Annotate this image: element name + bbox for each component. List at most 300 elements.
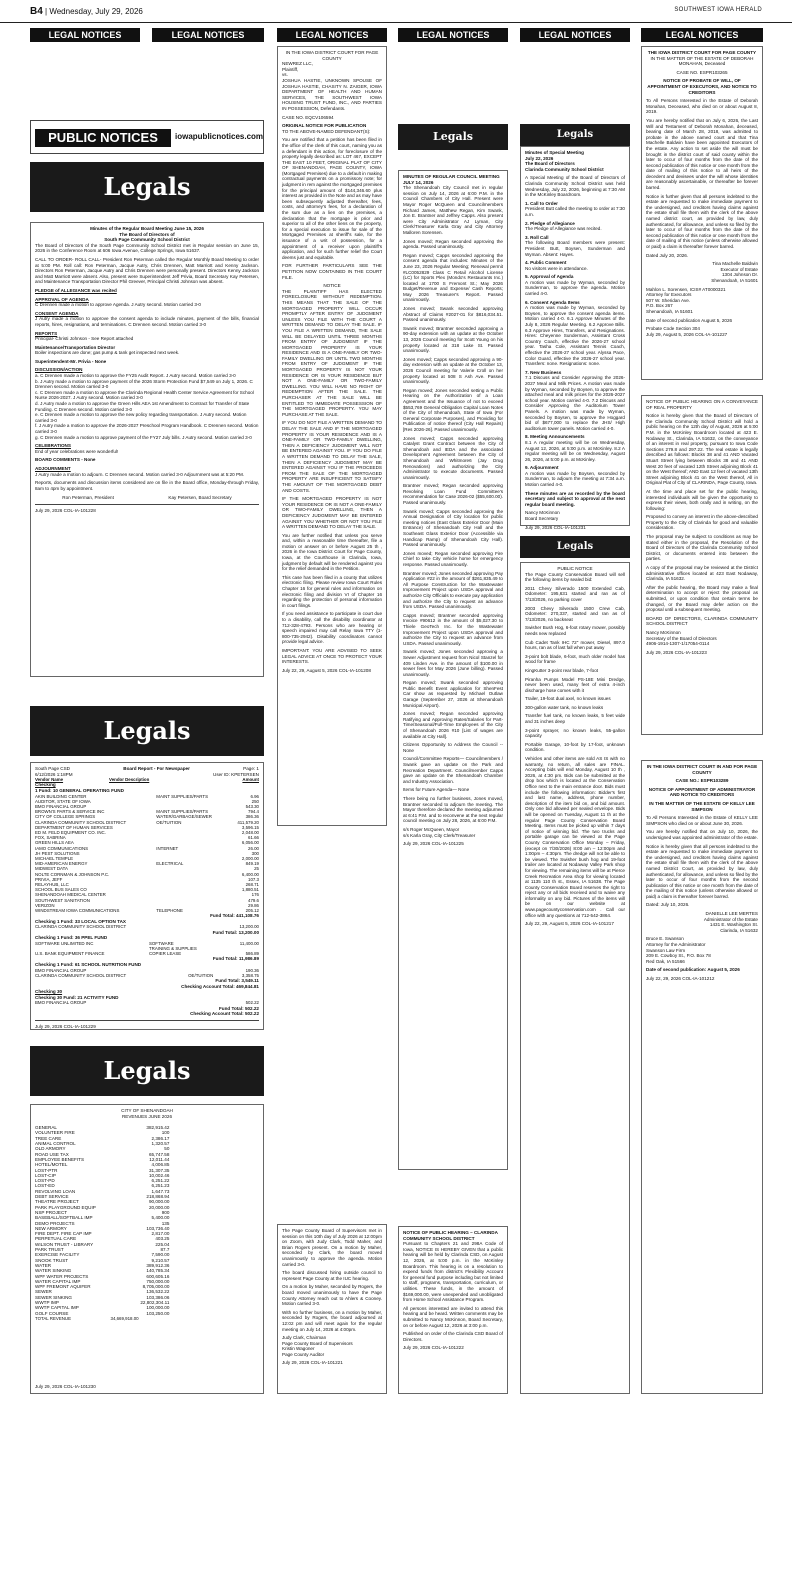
table-cell: PARK PLAYGROUND EQUIP bbox=[35, 1204, 96, 1210]
table-cell: U.S. BANK EQUIPMENT FINANCE bbox=[35, 951, 105, 957]
bills-table bbox=[35, 794, 259, 914]
district-name: Clarinda Community School District bbox=[525, 166, 604, 172]
district-name: South Page Community School District bbox=[104, 237, 190, 243]
table-cell: 10,002.46 bbox=[148, 1172, 170, 1178]
table-cell: 750,000.00 bbox=[146, 1278, 170, 1284]
table-cell: 411,579.20 bbox=[237, 819, 259, 825]
conservation-notice bbox=[520, 562, 630, 1394]
paragraph: PLEDGE of ALLEGIANCE was recited bbox=[35, 287, 117, 293]
court-name: THE IOWA DISTRICT COURT FOR PAGE COUNTY bbox=[647, 50, 757, 55]
list-item: Trailer, 19-foot dual axel, no known issues bbox=[525, 696, 611, 702]
fund-total: Fund Total: 11,986.89 bbox=[212, 956, 259, 962]
table-cell: 103,736.40 bbox=[146, 1225, 170, 1231]
signature: Nancy McKinnon Board Secretary bbox=[525, 510, 560, 522]
table-cell: VOLUNTEER FIRE bbox=[35, 1130, 75, 1136]
signature: DANIELLE LEE MERTES Administrator of the Estate 1431 E. Washington St. Clarinda, IA 51632 bbox=[703, 911, 758, 933]
table-cell: TELEPHONE bbox=[156, 908, 183, 914]
table-cell: 2,817.00 bbox=[151, 1231, 170, 1237]
table-cell: 849.19 bbox=[245, 861, 259, 867]
agenda-heading: 8. Meeting Announcements bbox=[525, 434, 585, 440]
list-item: KingKutter 3-point rear blade, 7-foot bbox=[525, 667, 599, 673]
table-cell: WATER CAPITAL IMP bbox=[35, 1278, 81, 1284]
section-heading: APPROVAL OF AGENDA bbox=[35, 296, 89, 302]
notice-title: NOTICE OF APPOINTMENT OF ADMINISTRATOR AND NOTICE TO CREDITORS bbox=[648, 786, 756, 798]
table-cell: ANIMAL CONTROL bbox=[35, 1141, 76, 1147]
paragraph: The Page County Conservation Board will sell the following items by sealed bid: bbox=[525, 571, 625, 583]
table-cell: 250 bbox=[251, 798, 259, 804]
agenda-heading: 3. Roll Call bbox=[525, 234, 549, 240]
table-cell: SNOOK TRUST bbox=[35, 1257, 69, 1263]
fund-total: Fund Total: 3,549.11 bbox=[215, 978, 259, 984]
paragraph: To All Persons Interested in the Estate of KELLY LEE SIMPSON who died on or about June 30, 2026. bbox=[646, 815, 758, 826]
signature: BOARD OF DIRECTORS, CLARINDA COMMUNITY SCHOOL DISTRICT bbox=[646, 615, 758, 627]
table-cell: 225.04 bbox=[155, 1241, 170, 1247]
checking-label: Checking bbox=[35, 782, 56, 788]
table-cell: PRIVIA, JEFF bbox=[35, 876, 63, 882]
council-item: Citizens Opportunity to Address the Council -- None bbox=[403, 742, 503, 753]
list-item: Cub Cadet Tank IHC 72" mower, Diesel, 897.0 hours, ran as of last fall when put away bbox=[525, 639, 625, 651]
table-cell: 26.00 bbox=[248, 845, 259, 851]
table-cell: FOX, SABRINA bbox=[35, 835, 66, 841]
plaintiff: NEWREZ LLC, bbox=[282, 61, 313, 67]
table-cell: 87.7 bbox=[160, 1247, 170, 1253]
legal-notices-header: LEGAL NOTICES bbox=[520, 28, 630, 42]
signature: Tina Machelle Baldwin Executor of Estate 1304 Johnson Dr. Shenandoah, IA 51601 bbox=[711, 261, 758, 283]
notice-title: PUBLIC NOTICE bbox=[557, 566, 593, 571]
legals-banner: Legals bbox=[520, 124, 630, 146]
table-cell: ROAD USE TAX bbox=[35, 1151, 69, 1157]
table-cell: SOFTWARE UNLIMITED INC bbox=[35, 940, 94, 946]
council-item: Items for Future Agenda— None bbox=[403, 787, 470, 793]
table-cell: CLARINDA COMMUNITY SCHOOL DISTRICT bbox=[35, 924, 127, 930]
table-cell: LOST-ED bbox=[35, 1183, 55, 1189]
table-cell: TOTAL REVENUE bbox=[35, 1315, 72, 1321]
council-item: Regan moved; Jones seconded setting a Public Hearing on the Authorization of a Loan Agreement and the Issuance of not to exceed $553,769 General Obligation Capital Loan Notes of the City of Shenandoah, State of Iowa (For General Corporate Purposes), and Providing for Publication of notice thereof (City Hall Repairs) [Res 2026-26]. Passed unanimously. bbox=[403, 387, 503, 432]
paper-name: SOUTHWEST IOWA HERALD bbox=[674, 7, 762, 13]
council-item: There being no further business, Jones moved, Brantner seconded to adjourn the meeting. The Mayor therefore declared the meeting adjourned at 6:41 P.M. and to reconvene at the next regular council meeting on July 28, 2026, at 6:00 P.M. bbox=[403, 795, 503, 824]
supervisors-notice bbox=[277, 1224, 387, 1394]
agenda-heading: 2. Pledge of Allegiance bbox=[525, 220, 575, 226]
page-header-left: B4 | Wednesday, July 29, 2026 bbox=[30, 6, 143, 17]
paragraph: On a motion by Maher, seconded by Rogers, the board moved unanimously to have the Page County Attorney reach out to Ahlers & Cooney. Motion carried 3-0. bbox=[282, 1284, 382, 1307]
agenda-text: 8.1 A regular meeting will be on Wednesday, August 12, 2026, at 5:00 p.m. at McKinley. 8.2 A regular meeting will be on Wednesday, August 26, 2026, at 5:00 p.m. at McKinley. bbox=[525, 439, 625, 462]
versus: vs. bbox=[282, 72, 288, 78]
table-cell: EXERCISE FACILITY bbox=[35, 1252, 80, 1258]
table-cell: DEPARTMENT OF HUMAN SERVICES bbox=[35, 824, 113, 830]
council-item: Swank moved; Capps seconded approving the Annual Designation of City location for public meeting notices (East Glass Exterior Door (Main Entrance) of Shenandoah City Hall and the Southeast Glass Exterior Door (Accessible via Handicap Ramp) of Shenandoah City Hall). Passed unanimously. bbox=[403, 508, 503, 548]
bills-table bbox=[35, 968, 259, 978]
table-cell: 31,307.35 bbox=[148, 1167, 170, 1173]
bills-table bbox=[35, 941, 259, 957]
council-item: Council/Committee Reports— Councilmembers / Swank gave an update on the Park and Recreation Department. Councilmember Capps gave an update on the Shenandoah Chamber and Industry Association. bbox=[403, 756, 503, 784]
council-item: Swank moved; Jones seconded approving a Sewer Adjustment request from Nicol Stanzel for 409 Linden Ave. in the amount of $100.00 in sewer fees for May 2026 (June billing). Passed unanimously. bbox=[403, 649, 503, 677]
table-cell: 6,251.23 bbox=[151, 1183, 170, 1189]
table-cell: 1,880.51 bbox=[241, 887, 259, 893]
table-cell: 543.30 bbox=[245, 803, 259, 809]
council-item: Brantner moved; Regan seconded approving Revolving Loan Fund Committee's recommendation for Case 2026-02 ($55,600.00). Passed unanimously. bbox=[403, 483, 503, 506]
meeting-date: July 22, 2026 bbox=[525, 155, 554, 161]
table-cell: IAMO COMMUNICATIONS bbox=[35, 845, 89, 851]
agenda-heading: 6. Consent Agenda Items bbox=[525, 299, 580, 305]
table-cell: 136,532.22 bbox=[146, 1289, 170, 1295]
table-cell: 8,705,000.00 bbox=[142, 1284, 170, 1290]
notice-title: Minutes of Special Meeting bbox=[525, 150, 584, 155]
table-cell: 502.22 bbox=[245, 1000, 259, 1006]
table-cell: 1,320.57 bbox=[151, 1141, 170, 1147]
council-item: Swank moved; Brantner seconded approving a 90-day extension with an update at the October 13, 2026 Council meeting for Scott Young on his property located at 318 Lake St. Passed unanimously. bbox=[403, 325, 503, 354]
table-cell: WILSON TRUST - LIBRARY bbox=[35, 1241, 94, 1247]
signature-row bbox=[35, 495, 259, 501]
section-heading: NOTICE bbox=[323, 283, 341, 289]
paragraph: You are hereby notified that on July 10, 2026, the undersigned was appointed administrator of the estate. bbox=[646, 829, 758, 840]
table-cell: WPF FREMONT AQUIFER bbox=[35, 1284, 91, 1290]
school-minutes-notice bbox=[30, 222, 264, 677]
table-cell: MIDWEST DATA bbox=[35, 866, 68, 872]
paragraph: Superintendent-Mr. Privia - None bbox=[35, 358, 107, 364]
notice-subtitle: The Board of Directors of bbox=[119, 231, 175, 237]
paragraph: Dated: July 10, 2026. bbox=[646, 902, 690, 908]
agenda-heading: 4. Public Comment bbox=[525, 260, 567, 266]
agenda-heading: 5. Approval of Agenda bbox=[525, 274, 574, 280]
table-cell: JH PEST SOLUTIONS bbox=[35, 850, 80, 856]
divider bbox=[35, 504, 259, 505]
table-cell: 90,000.00 bbox=[148, 1199, 170, 1205]
section-heading: REPORTS bbox=[35, 330, 58, 336]
legals-banner: Legals bbox=[398, 124, 508, 150]
paragraph: A copy of the proposal may be reviewed at the District administrative offices located at 423 East Nodaway, Clarinda, IA 51632. bbox=[646, 565, 758, 582]
council-item: Regan moved; Capps seconded approving the consent agenda that includes: Minutes of the June 23, 2026 Regular Meeting; Renewal permit #LC0052829 Class C Retail Alcohol License (LC) for Sports Plex (Mondo's Restaurants Inc.) located at 1700 S Fremont St.; May 2026 Budget/Revenue and Expense/ Cash Reports; May 2026 Treasurer's Report. Passed unanimously. bbox=[403, 252, 503, 303]
paragraph: End of year celebrations were wonderful! bbox=[35, 448, 119, 454]
column-header: Amount bbox=[242, 777, 259, 783]
attorney: Bruce E. Swanson Attorney for the Administrator Swanson Law Firm 209 E. Cowboy St., P.O. Box 78 Red Oak, IA 51566 bbox=[646, 936, 711, 964]
fund-label: 1 Fund: 10 GENERAL OPERATING FUND bbox=[35, 787, 124, 793]
table-cell: 586.89 bbox=[245, 951, 259, 957]
revenues-table bbox=[35, 1316, 169, 1321]
table-cell: CLARINDA COMMUNITY SCHOOL DISTRICT bbox=[35, 819, 127, 825]
table-cell: GOLF COURSE bbox=[35, 1310, 69, 1316]
table-cell: 3,596.15 bbox=[241, 824, 259, 830]
defendants: JOSHUA HASTIE, UNKNOWN SPOUSE OF JOSHUA HASTIE, CHASITY N. ZAIGER, IOWA DEPARTMENT OF HEALTH AND HUMAN SERVICES, THE SOUTHWEST IOWA HOUSING TRUST FUND, INC., AND PARTIES IN POSSESSION, Defendants. bbox=[282, 77, 382, 111]
case-number: CASE NO. ESPR103265 bbox=[676, 69, 728, 75]
table-cell: 6,251.22 bbox=[151, 1178, 170, 1184]
table-cell: 218,868.94 bbox=[146, 1194, 170, 1200]
notice-title: NOTICE OF PUBLIC HEARING – CLARINDA COMMUNITY SCHOOL DISTRICT bbox=[403, 1230, 498, 1241]
table-cell: 100 bbox=[161, 1130, 170, 1136]
administrator-notice bbox=[641, 760, 763, 1394]
table-cell: 1,647.73 bbox=[151, 1188, 170, 1194]
table-cell: BMO FINANCIAL GROUP bbox=[35, 1000, 87, 1006]
paragraph: FOR FURTHER PARTICULARS SEE THE PETITION NOW CONTAINED IN THE COURT FILE. bbox=[282, 263, 382, 280]
notice-footer: July 29, 2026 COL-IA-101230 bbox=[35, 1384, 96, 1390]
paragraph: After the public hearing, the Board may make a final determination to accept or reject the proposal as submitted, or upon condition that certain terms be changed, or the Board may defer action on the proposal until a subsequent meeting. bbox=[646, 584, 758, 613]
notice-footer: July 29, 2026 COL-IA-101231 bbox=[525, 524, 586, 530]
table-cell: THEATRE PROJECT bbox=[35, 1199, 79, 1205]
paragraph: Published on order of the Clarinda CSD Board of Directors. bbox=[403, 1331, 503, 1342]
signer: Kay Petersen, Board Secretary bbox=[168, 495, 232, 501]
paragraph: The board discussed hiring outside council to represent Page County at the IUC hearing. bbox=[282, 1270, 382, 1281]
table-cell: CITY OF COLLEGE SPRINGS bbox=[35, 814, 96, 820]
report-page: Page: 1 bbox=[243, 766, 259, 771]
table-cell: 794.4 bbox=[248, 809, 259, 815]
table-cell: 389,912.36 bbox=[146, 1262, 170, 1268]
list-item: 3-point sprayer, no known leaks, 55-gallon capacity bbox=[525, 727, 625, 739]
table-cell: GENERAL bbox=[35, 1125, 57, 1131]
table-cell: BMO FINANCIAL GROUP bbox=[35, 967, 87, 973]
table-cell: MAINT SUPPLIES/PARTS bbox=[156, 793, 209, 799]
section-heading: CONSENT AGENDA bbox=[35, 310, 79, 316]
conveyance-notice bbox=[641, 395, 763, 735]
paragraph: C Drennen made a motion to approve Agenda. J Autry second. Motion carried 3-0 bbox=[35, 302, 201, 308]
paragraph: The proposal may be subject to conditions as may be stated either in the proposal, the Resolution of the Board of Directors of the Clarinda Community School District, or documents entered into between the parties. bbox=[646, 534, 758, 562]
table-cell: SHENANDOAH MEDICAL CENTER bbox=[35, 892, 106, 898]
agenda-text: The Pledge of Allegiance was recited. bbox=[525, 226, 602, 232]
council-item: Jones moved; Regan seconded approving Fire Chief to take City vehicle home for emergency response. Passed unanimously. bbox=[403, 550, 503, 567]
signature: Nancy McKinnon Secretary of the Board of Directors 4906-1914-1307-1/17054-0114 bbox=[646, 629, 717, 647]
table-cell: DEMO PROJECTS bbox=[35, 1220, 75, 1226]
paragraph: These minutes are as recorded by the board secretary and subject to approval at the next regular board meeting. bbox=[525, 490, 625, 507]
report-date: 6/12/2026 1:18PM bbox=[35, 771, 73, 777]
notice-title: CITY OF SHENANDOAH bbox=[121, 1108, 173, 1113]
council-item: Regan moved; Swank seconded approving Public Benefit Event application for ShenFest Car show as requested by Michael Outlaw Garage (September 27, 2026 at Shenandoah Municipal Airport). bbox=[403, 680, 503, 708]
table-cell: 176 bbox=[251, 892, 259, 898]
agenda-text: 7.1 Discuss and Consider Approving the 2026-2027 Meal and Milk Prices. A motion was made by Wyman, seconded by Boysen, to approve the attached meal and milk prices for the 2026-2027 school year. Motion carried 4-0. 7.2 Discuss and Consider Approving the Auditorium Tower Panels. A motion was made by Wyman, seconded by Boysen, to approve the Hoggard bid of $677,000 to replace the JHS/ High auditorium tower panels. Motion carried 4-0. bbox=[525, 375, 625, 431]
paragraph: J Autry made a motion to approve the consent agenda to include minutes, payment of the bills, financial reports, hires, resignations, and terminations. C Drennen second. Motion carried 3-0 bbox=[35, 316, 259, 327]
notice-footer: July 29, August 5, 2026 COL-IA-101227 bbox=[646, 331, 728, 337]
table-cell: 100,000.00 bbox=[146, 1305, 170, 1311]
signature: Judy Clark, Chairman Page County Board of Supervisors Kristin Wagoner Page County Auditor bbox=[282, 1335, 353, 1357]
council-item: Jones moved; Swank seconded approving Abstract of Claims #2027-01 for $816,034.51. Passed unanimously. bbox=[403, 306, 503, 323]
table-cell: TRAINING & SUPPLIES bbox=[148, 946, 197, 952]
paragraph: A Special Meeting of the Board of Directors of Clarinda Community School District was held Wednesday, July 22, 2026, beginning at 7:30 AM in the McKinley Boardroom. bbox=[525, 175, 625, 198]
table-cell: PARK TRUST bbox=[35, 1247, 64, 1253]
case-number: CASE NO.: ESPR103289 bbox=[675, 778, 729, 784]
fund-total: Fund Total: 13,200.00 bbox=[212, 929, 259, 935]
table-cell: WPF WATER PROJECTS bbox=[35, 1273, 89, 1279]
paragraph: If you need assistance to participate in court due to a disability, call the disability coordinator at 712-328-4793. Persons who are hearing or speech impaired may call Relay Iowa TTY (1-800-735-2942). Disability coordinators cannot provide legal advice. bbox=[282, 611, 382, 645]
agenda-heading: 7. New Business bbox=[525, 369, 562, 375]
table-cell: RELAYHUB, LLC bbox=[35, 882, 69, 888]
paragraph: THE PLAINTIFF HAS ELECTED FORECLOSURE WITHOUT REDEMPTION. THIS MEANS THAT THE SALE OF THE MORTGAGED PROPERTY WILL OCCUR PROMPTLY AFTER ENTRY OF JUDGMENT UNLESS YOU FILE WITH THE COURT A WRITTEN DEMAND TO DELAY THE SALE. IF YOU FILE A WRITTEN DEMAND, THE SALE WILL BE DELAYED UNTIL THREE MONTHS FROM ENTRY OF JUDGMENT IF THE MORTGAGED PROPERTY IS YOUR RESIDENCE AND IS A ONE-FAMILY OR TWO-FAMILY DWELLING OR UNTIL TWO MONTHS FROM ENTRY OF JUDGMENT IF THE MORTGAGED PROPERTY IS NOT YOUR RESIDENCE OR IS YOUR RESIDENCE BUT NOT A ONE-FAMILY OR TWO-FAMILY DWELLING. YOU WILL HAVE NO RIGHT OF REDEMPTION AFTER THE SALE. THE PURCHASER AT THE SALE WILL BE ENTITLED TO IMMEDIATE POSSESSION OF THE MORTGAGED PROPERTY. YOU MAY PURCHASE AT THE SALE. bbox=[282, 288, 382, 417]
table-cell: 22,802,304.11 bbox=[140, 1299, 170, 1305]
agenda-text: The following Board members were present: President Butt, Boysen, Sunderman and Wyman. Absent: Hayes. bbox=[525, 240, 625, 257]
board-name: The Board of Directors bbox=[525, 161, 575, 167]
legal-notices-header: LEGAL NOTICES bbox=[152, 28, 264, 42]
table-cell: NEW ARMORY bbox=[35, 1225, 67, 1231]
page-header bbox=[0, 0, 792, 23]
table-cell: ELECTRICAL bbox=[156, 861, 184, 867]
section-heading: Maintenance/Transportation Director bbox=[35, 344, 116, 350]
public-notices-label: PUBLIC NOTICES bbox=[35, 129, 171, 147]
table-cell: REVOLVING LOAN bbox=[35, 1188, 76, 1194]
list-item: 3-point bolt blade, 6-foot, much older model has wood for frame bbox=[525, 653, 625, 665]
table-cell: 29.86 bbox=[248, 902, 259, 908]
legal-notices-header: LEGAL NOTICES bbox=[277, 28, 387, 42]
notice-title: NOTICE OF PUBLIC HEARING ON A CONVEYANCE OF REAL PROPERTY bbox=[646, 399, 758, 410]
notice-title: ORIGINAL NOTICE FOR PUBLICATION bbox=[282, 123, 367, 129]
table-cell: SCHOOL BUS SALES CO bbox=[35, 887, 87, 893]
list-item: 300-gallon water tank, no known leaks bbox=[525, 704, 604, 710]
notice-title: MINUTES OF REGULAR COUNCIL MEETING JULY 14, 2026 bbox=[403, 174, 500, 185]
table-cell: 12,011.44 bbox=[149, 1156, 170, 1162]
table-cell: OE/TUITION bbox=[188, 972, 214, 978]
agenda-heading: 9. Adjournment bbox=[525, 465, 559, 471]
paragraph: All persons interested are invited to attend this hearing and be heard. Written comments may be submitted to Nancy McKinnon, Board Secretary, on or before August 12, 2026 at 3:00 p.m. bbox=[403, 1305, 503, 1328]
council-item: Jones moved; Regan seconded approving Ratifying and Approving Rates/Salaries for Part-Time/Seasonal/Full-Time Employees of the City of Shenandoah 2026 #10 [List of wages are available at City Hall]. bbox=[403, 711, 503, 739]
table-cell: 382,915.42 bbox=[146, 1125, 170, 1131]
section-heading: DISCUSSION/ACTION bbox=[35, 367, 83, 373]
table-cell: OLD ARMORY bbox=[35, 1146, 66, 1152]
table-cell: GREEN HILLS AEA bbox=[35, 840, 74, 846]
signer: Ron Peterman, President bbox=[62, 495, 114, 501]
table-cell: CLARINDA COMMUNITY SCHOOL DISTRICT bbox=[35, 972, 127, 978]
paragraph: IF YOU DO NOT FILE A WRITTEN DEMAND TO DELAY THE SALE AND IF THE MORTGAGED PROPERTY IS YOUR RESIDENCE AND IS A ONE-FAMILY OR TWO-FAMILY DWELLING, THEN A DEFICIENCY JUDGMENT WILL NOT BE ENTERED AGAINST YOU. IF YOU DO FILE A WRITTEN DEMAND TO DELAY THE SALE, THEN A DEFICIENCY JUDGMENT MAY BE ENTERED AGAINST YOU IF THE PROCEEDS FROM THE SALE OF THE MORTGAGED PROPERTY ARE INSUFFICIENT TO SATISFY THE AMOUNT OF THE MORTGAGED DEBT AND COSTS. bbox=[282, 420, 382, 493]
paragraph: The Shenandoah City Council met in regular session on July 14, 2026 at 6:00 P.M. in the Council Chambers of City Hall. Present were Mayor Roger McQueen and Councilmembers Richard James, Matthew Regan, Kim Swank, Jon E. Brantner and Jeffrey Capps. Also present were City Administrator AJ Lyman, City Clerk/Treasurer Karla Gray and City Attorney Malloren Sorensen. bbox=[403, 185, 503, 235]
notice-footer: July 29, 2026 COL-IA-101221 bbox=[282, 1360, 343, 1366]
table-cell: 600,605.16 bbox=[146, 1273, 170, 1279]
table-cell: 4,006.85 bbox=[151, 1162, 170, 1168]
paragraph: Notice is further given that all persons indebted to the estate are requested to make immediate payment to the undersigned, and creditors having claims against the estate shall file them with the clerk of the above named district court, as provided by law, duly authenticated, for allowance, and unless so filed by the later to occur of four months from the date of the second publication of this notice or one month from the date of mailing of this notice (unless otherwise allowed or paid) a claim is thereafter forever barred. bbox=[646, 193, 758, 249]
paragraph: J Autry made a motion to adjourn. C Drennen second. Motion carried 3-0 Adjournment was at 5:20 PM. bbox=[35, 471, 245, 477]
table-cell: BASEBALL/SOFTBALL IMP bbox=[35, 1215, 93, 1221]
table-cell: MID-AMERICAN ENERGY bbox=[35, 861, 88, 867]
table-cell: 107.3 bbox=[248, 876, 259, 882]
discussion-item: f. J Autry made a motion to approve the 2026-2027 Preschool Program Handbook. C Drennen second. Motion carried 3-0 bbox=[35, 423, 259, 434]
paragraph: Reports, documents and discussion items considered are on file in the Board office, Monday-through Friday, 8am to 4pm by appointment. bbox=[35, 480, 259, 491]
paragraph: CALL TO ORDER- ROLL CALL- President Ron Peterman called the Regular Monthly Board Meeting to order at 5:00 PM. Roll call: Ron Peterman, Jacque Autry, Chris Drennen, Matt Marriott and Kenny Jackson. Directors Ron Peterman, Jacque Autry and Chris Drennen were personally present. Directors Kenny Jackson and Matt Marriott were absent. Also, present were Superintendent Jeff Privia, Board Secretary Kay Petersen, and Maintenance Transportation Director Phil Greever, Principal Christi Johnson was absent. bbox=[35, 256, 259, 285]
discussion-item: d. J Autry made a motion to approve the Green Hills AEA 1st Amendment to Contract for Transfer of State Funding. C Drennen second. Motion carried 3-0 bbox=[35, 401, 250, 412]
fund-total: Fund Total: 502.22 bbox=[219, 1005, 259, 1011]
table-cell: ED M. FELD EQUIPMENT CO. INC. bbox=[35, 830, 106, 835]
paragraph: To All Persons Interested in the Estate of Deborah Monahan, Deceased, who died on or about August 8, 2019. bbox=[646, 98, 758, 115]
probate-notice bbox=[641, 46, 763, 380]
paragraph: Vehicles and other items are sold AS IS with no warranty, no return, all sales are FINAL. Accepting bids will end Monday, August 10 th , 2026, at 4:30 pm. Bids can be submitted at the drop box which is located at the Conservation Office next to the main entrance door. Bids must include the following information: Bidder's first and last name, address, phone number, description of the item bid on, and bid amount. Only one bid allowed per sealed envelope. Bids will be opened on Tuesday, August 11 th at the regular Page County Conservation Board Meeting. Items must be picked up within 7 days of notice of winning bid. The two trucks and portable garage can be viewed at the Page County Conservation Office Monday – Friday, (except on 7/30/2026) 8:00 am – 12:00pm and 1:00pm – 4:30pm. The dredge will not be able to be viewed. The Swisher bush hog and 19-foot trailer are located at Nodaway Valley Park shop for viewing. The remaining items will be at Pierce Creek Recreation Area shop for viewing located at 1135 110 th st., Essex, IA 51638. The Page County Conservation Board reserves the right to reject any or all bids received and to waive any informality on any bid. Pictures of the items will be on our website at www.pagecountyconservation.com . Call our office with any questions at 712-542-3864. bbox=[525, 756, 625, 918]
estate-matter: IN THE MATTER OF THE ESTATE OF DEBORAH MONAHAN, Deceased bbox=[650, 55, 754, 67]
legal-notices-header: LEGAL NOTICES bbox=[641, 28, 763, 42]
public-hearing-notice bbox=[398, 1226, 508, 1394]
discussion-item: a. C Drennen made a motion to approve the FY25 Audit Report. J Autry second. Motion carried 3-0 bbox=[35, 373, 236, 379]
court-name: IN THE IOWA DISTRICT COURT IN AND FOR PAGE COUNTY bbox=[646, 764, 758, 775]
report-district: South Page CSD bbox=[35, 766, 70, 771]
table-row bbox=[35, 1316, 169, 1321]
paragraph: Proposed to convey an interest in the above-described Property to the City of Clarinda for good and valuable consideration. bbox=[646, 514, 758, 531]
council-item: Jones moved; Regan seconded approving the agenda. Passed unanimously. bbox=[403, 238, 503, 250]
list-item: Swisher Bush Hog, 6-foot rotary mower, possibly needs new replaced bbox=[525, 625, 625, 636]
table-cell: LOST-PD bbox=[35, 1178, 55, 1184]
table-cell: 135 bbox=[161, 1220, 170, 1226]
list-item: Portable Garage, 10-foot by 17-foot, unknown condition. bbox=[525, 741, 625, 753]
table-cell: 103,250.00 bbox=[146, 1310, 170, 1316]
discussion-item: b. J Autry made a motion to approve payment of the 2026 Storm Protection Fund $7,549 on July 1, 2026. C Drennen second. Motion carried 3-0 bbox=[35, 378, 253, 390]
table-cell: SOUTHWEST SANITATION bbox=[35, 897, 90, 903]
council-item: Jones moved; Capps seconded approving Catalyst Grant Contract between the City of Shenandoah and IEDA and the associated Development Agreement between the City of Shenandoah and Whitmore6 (Jay Drug Renovations) and authorizing the City Administrator to execute documents. Passed unanimously. bbox=[403, 435, 503, 480]
section-heading: ADJOURNMENT bbox=[35, 465, 71, 471]
agenda-text: No visitors were in attendance. bbox=[525, 265, 588, 271]
bills-notice bbox=[30, 762, 264, 1030]
signature: s/s Roger McQueen, Mayor s/s Karla Gray, City Clerk/Treasurer bbox=[403, 826, 476, 838]
paragraph: The Board of Directors of the South Page Community School District met in Regular session on June 15, 2026 in the Conference Room at 606 Iowa Avenue, College Springs, Iowa 51637. bbox=[35, 242, 259, 254]
table-cell: 900 bbox=[161, 1209, 170, 1215]
table-cell: 50 bbox=[164, 1146, 170, 1152]
paragraph: The Page County Board of Supervisors met in session on this 10th day of July 2026 at 12:00pm on Zoom, with Judy Clark, Todd Maher, and Brian Rogers present. On a motion by Maher, seconded by Clark, the board moved unanimously to approve the agenda. Motion carried 3-0. bbox=[282, 1228, 382, 1267]
table-cell: BMO FINANCIAL GROUP bbox=[35, 803, 87, 809]
table-cell: COPIER LEASE bbox=[148, 951, 182, 957]
paragraph: Pursuant to Chapters 21 and 298A Code of Iowa, NOTICE IS HEREBY GIVEN that a public hearing will be held by Clarinda CSD, on August 12, 2026, at 5:00 p.m. in the McKinley Boardroom. This hearing is on a resolution to expend funds from district's Flexibility Account for general fund purpose including but not limited to staff, programs, transportation, curriculum, or utilities. These funds, in the amount of $169,000.00, were unexpended and unobligated from Home School Assistance Program. bbox=[403, 1241, 503, 1303]
discussion-item: c. C Drennen made a motion to approve the Clarinda Regional Health Center Service Agreement for School Nurse 2026-2027. J Autry second. Motion carried 3-0 bbox=[35, 389, 254, 401]
checking-total: Checking Account Total: 502.22 bbox=[190, 1011, 259, 1017]
paragraph: IF THE MORTGAGED PROPERTY IS NOT YOUR RESIDENCE OR IS NOT A ONE-FAMILY OR TWO-FAMILY DWELLING, THEN A DEFICIENCY JUDGMENT MAY BE ENTERED AGAINST YOU WHETHER OR NOT YOU FILE A WRITTEN DEMAND TO DELAY THE SALE. bbox=[282, 496, 382, 530]
list-item: Transfer fuel tank, no known leaks, 5 feet wide and 31 inches deep bbox=[525, 713, 625, 725]
list-item: Piranha Pumps Model PS-18E Mini Dredge, never been used, many feet of extra 4-inch discharge hose comes with it bbox=[525, 676, 625, 693]
legal-notices-header: LEGAL NOTICES bbox=[398, 28, 508, 42]
legals-banner: Legals bbox=[30, 706, 264, 756]
table-cell: HOTEL/MOTEL bbox=[35, 1162, 68, 1168]
paragraph: Probate Code Section 304 bbox=[646, 326, 700, 332]
table-cell: WATER/GARBAGE/SEWER bbox=[156, 814, 212, 820]
report-user: User ID: KPETERSEN bbox=[213, 771, 259, 777]
table-cell: WWTP CAPITAL IMP bbox=[35, 1305, 79, 1311]
paragraph: With no further business, on a motion by Maher, seconded by Rogers, the board adjourned at 12:02 pm and will meet again for the regular meeting on July 14, 2026 at 4:00pm. bbox=[282, 1309, 382, 1332]
table-cell: EMPLOYEE BENEFITS bbox=[35, 1156, 85, 1162]
paragraph: You are notified that a petition has been filed in the office of the clerk of this court, naming you as a defendant in this action, for foreclosure of the property legally described as: LOT 467, EXCEPT THE EAST 10 FEET, ORIGINAL PLAT OF CITY OF SHENANDOAH, PAGE COUNTY, IOWA (Mortgaged Premises) due to a default in making contractual payments on a promissory note; for judgment in rem against the mortgaged premises for the principal amount of $144,346.60 plus interest as provided in the Note and as may have been subsequently adjusted thereafter, fees, costs, and attorney's fees, for a declaration of the sum due as a lien on the premises, a declaration that the mortgage is prior and superior to all of the other liens on the property, for a special execution to issue for sale of the Mortgaged Premises at sheriff's sale, for the issuance of a writ of possession, for a appointment of a receiver upon plaintiff's application, and for such further relief the Court deems just and equitable. bbox=[282, 137, 382, 260]
table-cell: NOLTE CORNMAN & JOHNSON P.C. bbox=[35, 871, 110, 877]
notice-footer: July 22, 29, August 5, 2026 COL-IA-101208 bbox=[282, 667, 371, 673]
table-cell: 205.12 bbox=[245, 908, 259, 914]
divider bbox=[35, 1020, 259, 1021]
table-cell: 6,056.00 bbox=[241, 840, 259, 846]
council-item: Brantner moved; Jones seconded approving Pay Application #22 in the amount of $261,835.49 to All Purpose Construction for the Wastewater Improvement Project upon USDA approval and authorize City Officials to execute pay application and authorize the City to request an advance from USDA. Passed unanimously. bbox=[403, 570, 504, 610]
table-cell: 140,785.34 bbox=[146, 1268, 170, 1274]
plaintiff-label: Plaintiff, bbox=[282, 66, 299, 72]
table-cell: 34,669,918.00 bbox=[110, 1315, 139, 1321]
column-header: Vendor Description bbox=[109, 777, 150, 783]
paragraph: BOARD COMMENTS - None bbox=[35, 457, 96, 463]
table-cell: 300 bbox=[251, 850, 259, 856]
table-cell: INTERNET bbox=[156, 845, 179, 851]
table-cell: LOST-CIP bbox=[35, 1172, 56, 1178]
legals-banner: Legals bbox=[520, 536, 630, 558]
page-number: B4 bbox=[30, 6, 43, 17]
table-cell: 5,400.00 bbox=[151, 1215, 170, 1221]
checking-total: Checking Account Total: 469,844.81 bbox=[181, 983, 259, 989]
table-cell: 6.96 bbox=[250, 793, 259, 799]
table-cell: 386.36 bbox=[245, 814, 259, 820]
agenda-text: A motion was made by Wyman, seconded by Boysen, to approve the consent agenda items. Motion carried 4-0. 6.1 Approve Minutes of the July 8, 2026 Regular Meeting. 6.2 Approve Bills. 6.3 Approve Hires, Transfers, and Resignations. Hires: Cheyenne Sunderman, Assistant Cross Country Coach, effective the 2026-27 school year. Tasha Cole, Assistant Tennis Coach, effective the 2026-27 school year. Alyssa Pace, Color Guard, effective the 2026-27 school year. Transfers: none. Resignations: none. bbox=[525, 305, 625, 367]
table-cell: 268.71 bbox=[245, 882, 259, 888]
legals-banner: Legals bbox=[30, 1046, 264, 1096]
table-cell: 403.25 bbox=[155, 1236, 170, 1242]
fund-label: Checking 1 Fund: 36 PPEL FUND bbox=[35, 935, 108, 941]
special-meeting-notice bbox=[520, 146, 630, 530]
notice-footer: July 22, 29, August 5, 2026 COL-IA-101217 bbox=[525, 921, 614, 927]
table-cell: 479.6 bbox=[248, 897, 259, 903]
paragraph: Date of second publication: August 5, 2026 bbox=[646, 967, 740, 973]
table-cell: SEWER bbox=[35, 1289, 52, 1295]
table-cell: 61.66 bbox=[248, 835, 259, 841]
notice-footer: July 22, 29, 2026 COL-IA-101212 bbox=[646, 976, 715, 981]
table-cell: DEBT SERVICE bbox=[35, 1194, 69, 1200]
agenda-text: A motion was made by Boysen, seconded by Sunderman, to adjourn the meeting at 7:34 a.m. Motion carried 4-0. bbox=[525, 470, 625, 488]
city-revenues-notice bbox=[30, 1104, 264, 1394]
public-notices-url[interactable]: iowapublicnotices.com bbox=[175, 132, 264, 141]
paragraph: Dated July 20, 2026. bbox=[646, 252, 689, 258]
page-date: Wednesday, July 29, 2026 bbox=[49, 7, 143, 16]
paragraph: IMPORTANT: YOU ARE ADVISED TO SEEK LEGAL ADVICE AT ONCE TO PROTECT YOUR INTERESTS. bbox=[282, 647, 382, 665]
table-cell: WINDSTREAM IOWA COMMUNICATIONS bbox=[35, 908, 120, 914]
report-title: Board Report - For Newspaper bbox=[123, 766, 190, 771]
public-notices-box bbox=[30, 120, 264, 154]
table-cell: SEWER SINKING bbox=[35, 1294, 73, 1300]
table-cell: FIRE DEPT. FIRE CAP IMP bbox=[35, 1231, 92, 1237]
